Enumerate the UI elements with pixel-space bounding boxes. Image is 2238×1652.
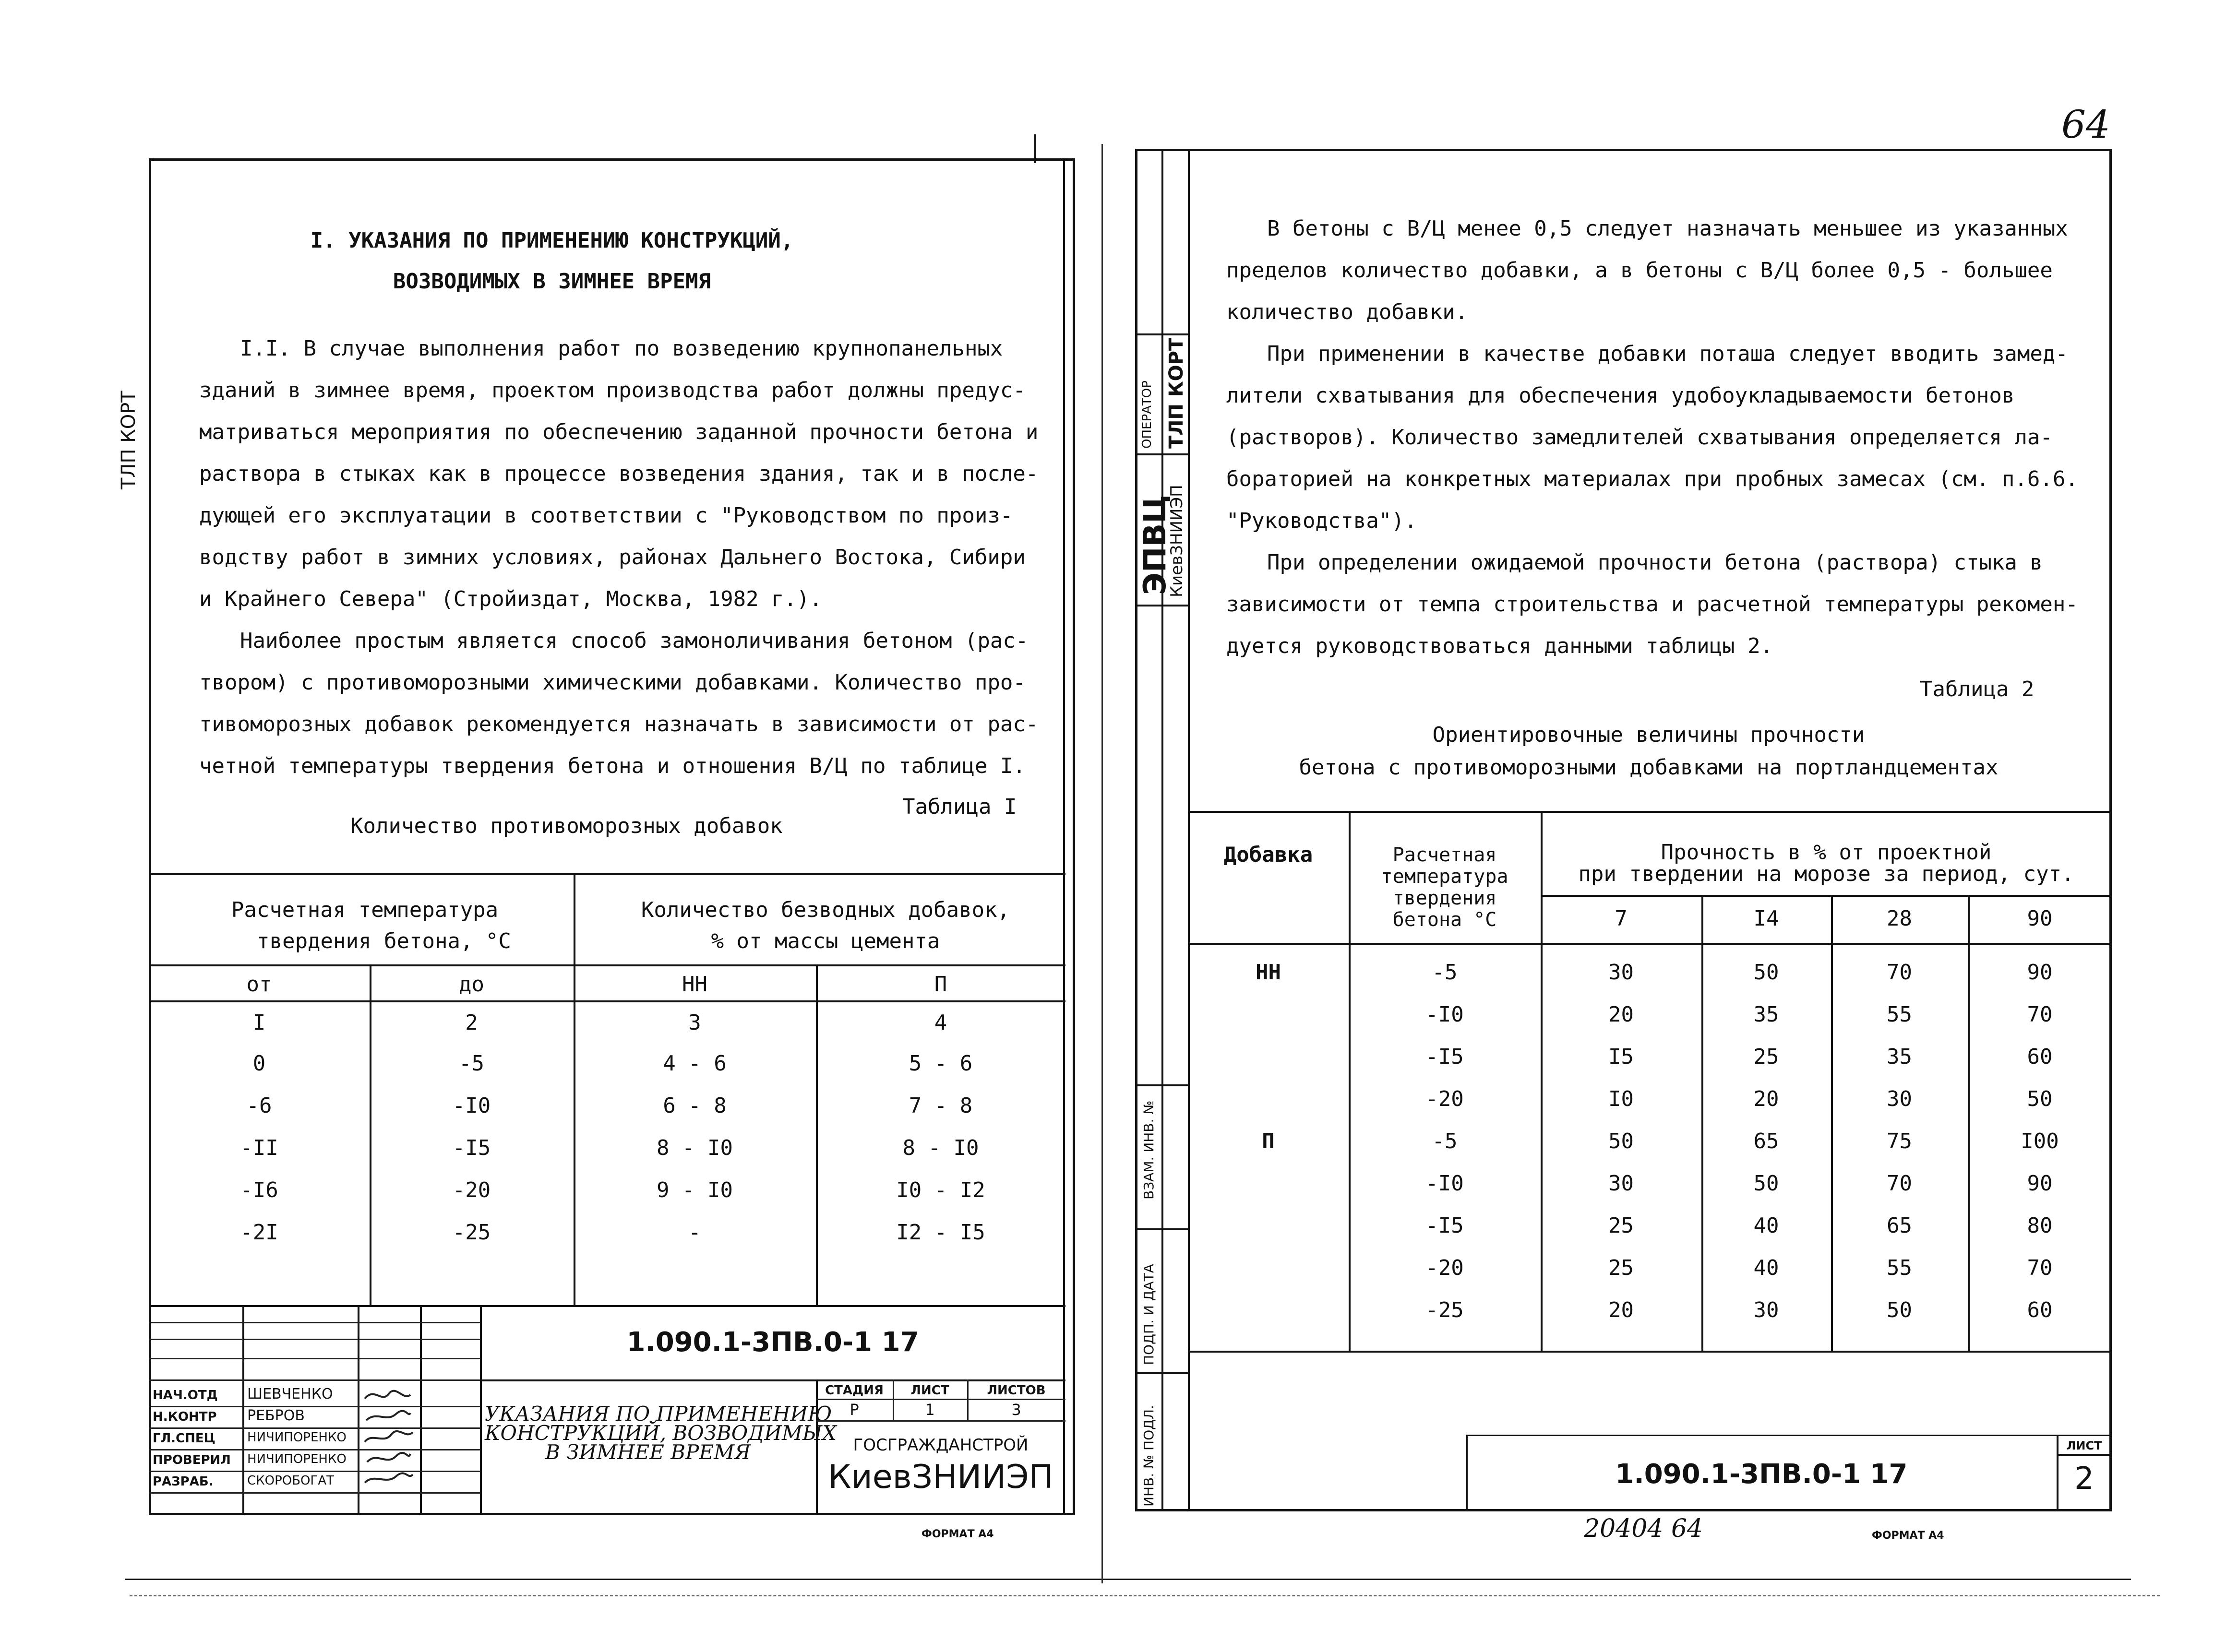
text-line: водству работ в зимних условиях, районах Дальнего Востока, Сибири (199, 545, 1026, 570)
table1-sub-to: до (459, 972, 484, 997)
org-top: ГОСГРАЖДАНСТРОЙ (853, 1436, 1029, 1455)
signer-name: РЕБРОВ (247, 1407, 305, 1424)
table-cell: 9 - I0 (657, 1178, 733, 1202)
table2-col-temp-2: температура (1381, 866, 1508, 888)
table-cell: 90 (2027, 1171, 2053, 1196)
text-line: (растворов). Количество замедлителей схватывания определяется ла- (1226, 425, 2053, 450)
table-cell: 0 (252, 1051, 266, 1076)
table-cell: 70 (2027, 1002, 2053, 1027)
table-cell: 70 (1887, 960, 1912, 985)
text-line: В бетоны с В/Ц менее 0,5 следует назначать меньшее из указанных (1267, 216, 2068, 241)
table-cell: -I0 (1425, 1171, 1464, 1196)
table-cell: -I6 (240, 1178, 278, 1202)
rule (480, 1379, 1065, 1381)
rule (1188, 811, 2112, 813)
rule (420, 1305, 422, 1515)
table2-col-temp-1: Расчетная (1392, 844, 1497, 866)
left-format-label: ФОРМАТ А4 (922, 1528, 994, 1540)
table-cell: 30 (1608, 960, 1634, 985)
left-sheet-inner-border (1063, 158, 1065, 1515)
table-cell: -I5 (1425, 1045, 1464, 1069)
side-org: ЭПВЦ (1137, 495, 1173, 595)
table1-header-left-2: твердения бетона, °С (257, 929, 511, 953)
table-cell: 2 (465, 1010, 478, 1035)
table-cell: 50 (1753, 1171, 1779, 1196)
sheets-header: ЛИСТОВ (987, 1383, 1046, 1398)
rule (242, 1305, 244, 1515)
sheet-number: 2 (2074, 1461, 2094, 1497)
rule (1161, 149, 1163, 1511)
role-label: РАЗРАБ. (153, 1474, 214, 1489)
left-heading-line2: ВОЗВОДИМЫХ В ЗИМНЕЕ ВРЕМЯ (393, 269, 711, 294)
signature-icon (362, 1384, 415, 1490)
table-cell: 50 (1887, 1298, 1912, 1322)
table-cell: -6 (246, 1093, 272, 1118)
stage-header: СТАДИЯ (825, 1383, 884, 1398)
period-header: 28 (1887, 906, 1912, 931)
table-cell: -2I (240, 1220, 278, 1245)
table2-col-strength-2: при твердении на морозе за период, сут. (1578, 862, 2074, 886)
table-cell: 50 (1753, 960, 1779, 985)
rule (358, 1305, 359, 1515)
rule (1135, 605, 1188, 606)
rule (149, 873, 1065, 875)
table-cell: -II (240, 1136, 278, 1160)
table1-sub-p: П (934, 972, 947, 997)
table1-sub-from: от (246, 972, 272, 997)
rule (1188, 943, 2112, 945)
center-fold (1101, 144, 1103, 1583)
sheet-label: ЛИСТ (2066, 1439, 2102, 1452)
table-cell: 40 (1753, 1256, 1779, 1280)
table-cell: 60 (2027, 1298, 2053, 1322)
side-inv-podl: ИНВ. № ПОДЛ. (1141, 1405, 1157, 1507)
text-line: твором) с противоморозными химическими добавками. Количество про- (199, 670, 1026, 695)
period-header: 7 (1615, 906, 1628, 931)
period-header: I4 (1753, 906, 1779, 931)
left-side-stamp: ТЛП КОРТ (118, 391, 140, 489)
text-line: При определении ожидаемой прочности бетона (раствора) стыка в (1267, 550, 2043, 575)
table-cell: 20 (1608, 1298, 1634, 1322)
table-cell: I5 (1608, 1045, 1634, 1069)
table-cell: 70 (1887, 1171, 1912, 1196)
table-cell: 4 - 6 (663, 1051, 727, 1076)
rule (1135, 333, 1188, 335)
table-cell: -5 (459, 1051, 484, 1076)
rule (1188, 149, 1190, 1511)
table-cell: 30 (1887, 1087, 1912, 1111)
text-line: тивоморозных добавок рекомендуется назначать в зависимости от рас- (199, 712, 1039, 737)
text-line: лители схватывания для обеспечения удобоукладываемости бетонов (1226, 383, 2015, 408)
table2-col-temp-3: твердения (1392, 887, 1497, 909)
signer-name: СКОРОБОГАТ (247, 1474, 335, 1488)
table-cell: 35 (1887, 1045, 1912, 1069)
doc-title-line: УКАЗАНИЯ ПО ПРИМЕНЕНИЮ (485, 1402, 832, 1426)
table-cell: -25 (1425, 1298, 1464, 1322)
side-org-sub: КиевЗНИИЭП (1167, 485, 1186, 597)
table-cell: 25 (1753, 1045, 1779, 1069)
table-cell: -25 (452, 1220, 491, 1245)
handwritten-note: 20404 64 (1584, 1514, 1703, 1543)
rule (1135, 453, 1188, 455)
table-cell: 50 (1608, 1129, 1634, 1153)
additive-label: П (1262, 1129, 1275, 1153)
rule (149, 1305, 1065, 1307)
table2-col-additive: Добавка (1223, 843, 1313, 867)
doc-title-line: КОНСТРУКЦИЙ, ВОЗВОДИМЫХ (485, 1421, 837, 1445)
table-cell: 80 (2027, 1213, 2053, 1238)
table-cell: 6 - 8 (663, 1093, 727, 1118)
text-line: Наиболее простым является способ замоноличивания бетоном (рас- (240, 629, 1029, 653)
table-cell: 25 (1608, 1256, 1634, 1280)
rule (149, 1449, 480, 1450)
table-cell: -20 (1425, 1087, 1464, 1111)
text-line: "Руководства"). (1226, 509, 1417, 533)
rule (816, 1399, 1065, 1400)
text-line: пределов количество добавки, а в бетоны с В/Ц более 0,5 - большее (1226, 258, 2053, 283)
page-corner-number: 64 (2061, 102, 2110, 147)
rule (149, 964, 1065, 966)
rule (1541, 895, 2112, 897)
table-cell: 30 (1753, 1298, 1779, 1322)
text-line: При применении в качестве добавки поташа следует вводить замед- (1267, 342, 2068, 366)
text-line: зависимости от темпа строительства и расчетной температуры рекомен- (1226, 592, 2078, 617)
table-cell: 50 (2027, 1087, 2053, 1111)
table-cell: 55 (1887, 1256, 1912, 1280)
rule (1135, 1372, 1188, 1374)
period-header: 90 (2027, 906, 2053, 931)
rule (149, 1492, 480, 1494)
rule (149, 1322, 480, 1323)
table-cell: 25 (1608, 1213, 1634, 1238)
left-doc-code: 1.090.1-3ПВ.0-1 17 (626, 1327, 919, 1358)
table-cell: 30 (1608, 1171, 1634, 1196)
table-cell: -I0 (452, 1093, 491, 1118)
right-format-label: ФОРМАТ А4 (1872, 1530, 1944, 1542)
table1-header-right-2: % от массы цемента (711, 929, 940, 953)
rule (1135, 1084, 1188, 1086)
right-doc-code: 1.090.1-3ПВ.0-1 17 (1615, 1459, 1908, 1490)
text-line: четной температуры твердения бетона и отношения В/Ц по таблице I. (199, 754, 1026, 778)
table-cell: 4 (934, 1010, 947, 1035)
table-cell: 40 (1753, 1213, 1779, 1238)
sheet-value: 1 (925, 1401, 935, 1419)
table2-col-strength-1: Прочность в % от проектной (1661, 840, 1992, 865)
table-cell: 7 - 8 (909, 1093, 973, 1118)
table2-title-2: бетона с противоморозными добавками на портландцементах (1299, 755, 1999, 780)
role-label: ПРОВЕРИЛ (153, 1453, 231, 1467)
side-inv-vzam: ВЗАМ. ИНВ. № (1141, 1100, 1157, 1200)
table-cell: -I5 (1425, 1213, 1464, 1238)
table-cell: 60 (2027, 1045, 2053, 1069)
table-cell: I0 - I2 (896, 1178, 985, 1202)
table-cell: I (252, 1010, 266, 1035)
table-cell: -I5 (452, 1136, 491, 1160)
left-tick (1034, 134, 1036, 163)
table-cell: 20 (1608, 1002, 1634, 1027)
signer-name: НИЧИПОРЕНКО (247, 1452, 347, 1466)
table-cell: 3 (688, 1010, 701, 1035)
table-cell: -20 (1425, 1256, 1464, 1280)
table2-title-1: Ориентировочные величины прочности (1432, 723, 1865, 747)
text-line: и Крайнего Севера" (Стройиздат, Москва, 1982 г.). (199, 587, 823, 611)
side-operator: ОПЕРАТОР (1140, 380, 1154, 449)
table1-header-right-1: Количество безводных добавок, (641, 898, 1010, 922)
rule (149, 1000, 1065, 1002)
signer-name: ШЕВЧЕНКО (247, 1386, 333, 1402)
table2-label: Таблица 2 (1920, 677, 2035, 701)
table1-sub-nn: НН (682, 972, 707, 997)
rule (1188, 1351, 2112, 1353)
table-cell: I00 (2021, 1129, 2059, 1153)
bottom-rule (125, 1579, 2131, 1580)
table-cell: 5 - 6 (909, 1051, 973, 1076)
side-operator-name: ТЛП КОРТ (1165, 337, 1187, 449)
role-label: НАЧ.ОТД (153, 1388, 218, 1402)
table-cell: 65 (1753, 1129, 1779, 1153)
table2-col-temp-4: бетона °С (1392, 909, 1497, 931)
role-label: ГЛ.СПЕЦ (153, 1431, 215, 1446)
text-line: количество добавки. (1226, 300, 1468, 324)
text-line: раствора в стыках как в процессе возведения здания, так и в после- (199, 462, 1039, 486)
table-cell: I0 (1608, 1087, 1634, 1111)
rule (149, 1471, 480, 1472)
text-line: I.I. В случае выполнения работ по возведению крупнопанельных (240, 336, 1003, 361)
signer-name: НИЧИПОРЕНКО (247, 1430, 347, 1445)
org-main: КиевЗНИИЭП (828, 1458, 1053, 1496)
rule (149, 1427, 480, 1429)
text-line: дующей его эксплуатации в соответствии с "Руководством по произ- (199, 503, 1013, 528)
table-cell: 8 - I0 (902, 1136, 979, 1160)
table-cell: 8 - I0 (657, 1136, 733, 1160)
table1-label: Таблица I (902, 795, 1017, 819)
role-label: Н.КОНТР (153, 1410, 217, 1424)
table-cell: 65 (1887, 1213, 1912, 1238)
rule (149, 1406, 480, 1407)
text-line: матриваться мероприятия по обеспечению заданной прочности бетона и (199, 420, 1039, 444)
rule (149, 1339, 480, 1340)
bottom-rule (130, 1595, 2160, 1596)
rule (149, 1379, 480, 1381)
rule (1135, 1228, 1188, 1230)
sheets-value: 3 (1011, 1401, 1021, 1419)
rule (2057, 1454, 2112, 1456)
table-cell: - (688, 1220, 701, 1245)
rule (149, 1358, 480, 1359)
table-cell: -5 (1432, 960, 1458, 985)
stage-value: Р (850, 1401, 859, 1419)
table-cell: 90 (2027, 960, 2053, 985)
table-cell: -5 (1432, 1129, 1458, 1153)
table-cell: 35 (1753, 1002, 1779, 1027)
text-line: дуется руководствоваться данными таблицы 2. (1226, 634, 1773, 658)
table1-title: Количество противоморозных добавок (350, 814, 783, 838)
side-sign-date: ПОДП. И ДАТА (1141, 1264, 1157, 1365)
text-line: зданий в зимнее время, проектом производства работ должны предус- (199, 378, 1026, 403)
table-cell: 75 (1887, 1129, 1912, 1153)
rule (816, 1420, 1065, 1422)
left-heading-line1: I. УКАЗАНИЯ ПО ПРИМЕНЕНИЮ КОНСТРУКЦИЙ, (310, 228, 794, 253)
table-cell: 20 (1753, 1087, 1779, 1111)
text-line: бораторией на конкретных материалах при пробных замесах (см. п.6.6. (1226, 467, 2078, 491)
additive-label: НН (1256, 960, 1281, 985)
table-cell: -20 (452, 1178, 491, 1202)
table-cell: -I0 (1425, 1002, 1464, 1027)
doc-title-line: В ЗИМНЕЕ ВРЕМЯ (545, 1440, 751, 1464)
table-cell: I2 - I5 (896, 1220, 985, 1245)
table1-header-left-1: Расчетная температура (231, 898, 499, 922)
table-cell: 70 (2027, 1256, 2053, 1280)
table-cell: 55 (1887, 1002, 1912, 1027)
sheet-header: ЛИСТ (910, 1383, 949, 1398)
